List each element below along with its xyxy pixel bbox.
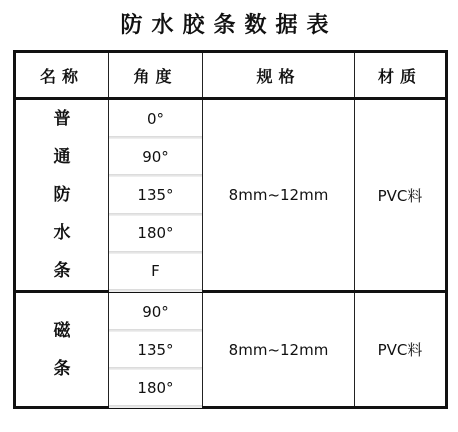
material-cell: PVC料: [355, 292, 447, 408]
header-material: 材质: [355, 52, 447, 99]
name-char: 防: [53, 185, 71, 205]
angle-cell: 90°: [109, 138, 203, 176]
angle-cell: 0°: [109, 99, 203, 138]
name-char: 普: [53, 109, 71, 129]
table-row: [15, 292, 447, 331]
name-char: 条: [53, 261, 71, 281]
table-title: 防水胶条数据表: [120, 13, 338, 38]
group-name-cell: [15, 99, 109, 292]
name-char: 通: [53, 147, 71, 167]
group-name-cell: [15, 292, 109, 408]
name-char: 水: [53, 223, 71, 243]
header-spec: 规格: [203, 52, 355, 99]
angle-cell: 135°: [109, 176, 203, 214]
angle-cell: F: [109, 252, 203, 291]
material-cell: PVC料: [355, 99, 447, 292]
angle-cell: 180°: [109, 214, 203, 252]
data-table: [13, 50, 448, 409]
header-angle: 角度: [109, 52, 203, 99]
header-row: [15, 52, 447, 99]
header-name: 名称: [15, 52, 109, 99]
angle-cell: 180°: [109, 369, 203, 408]
table-row: [15, 99, 447, 138]
spec-cell: 8mm~12mm: [203, 292, 355, 408]
name-char: 磁: [53, 320, 71, 341]
angle-cell: 90°: [109, 292, 203, 331]
name-char: 条: [53, 358, 71, 379]
angle-cell: 135°: [109, 331, 203, 369]
spec-cell: 8mm~12mm: [203, 99, 355, 292]
